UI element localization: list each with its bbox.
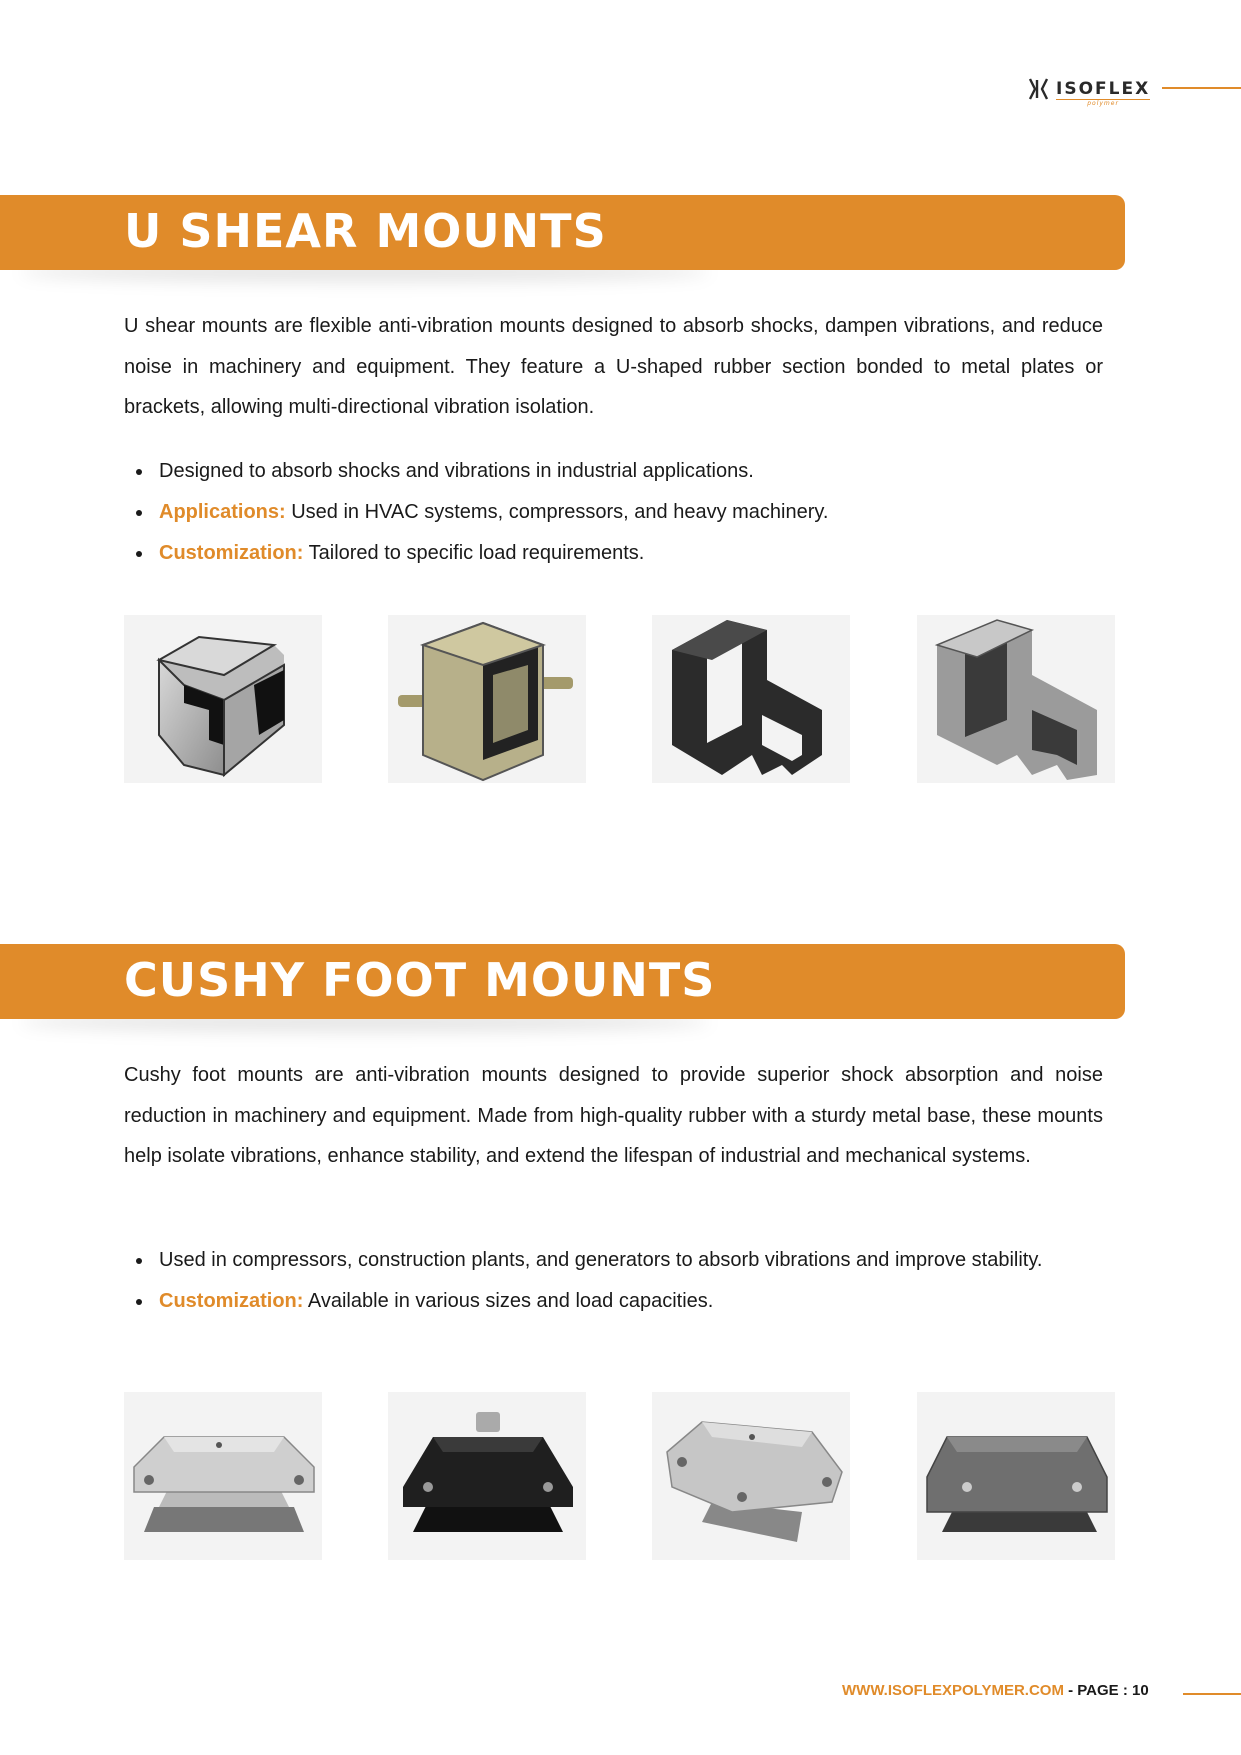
product-image-cushy-foot-4 (917, 1392, 1115, 1560)
bullet-label: Customization: (159, 1290, 304, 1312)
bullet-label: Applications: (159, 501, 286, 523)
bullet-text: Used in compressors, construction plants, and generators to absorb vibrations and improve stability. (159, 1249, 1043, 1271)
feature-list (124, 451, 1124, 574)
isoflex-logo-icon (1028, 77, 1050, 101)
section-title: U SHEAR MOUNTS (124, 204, 607, 258)
section-description: Cushy foot mounts are anti-vibration mounts designed to provide superior shock absorption and noise reduction in machinery and equipment. Made from high-quality rubber with a sturdy metal base, these mounts help isolate vibrations, enhance stability, and extend the lifespan of industrial and mechanical systems. (124, 1064, 1103, 1167)
list-item (124, 451, 1124, 492)
section-description: U shear mounts are flexible anti-vibration mounts designed to absorb shocks, dampen vibrations, and reduce noise in machinery and equipment. They feature a U-shaped rubber section bonded to metal plates or brackets, allowing multi-directional vibration isolation. (124, 315, 1103, 418)
section-banner-u-shear (0, 195, 1125, 270)
brand-logo (1028, 74, 1151, 107)
list-item (124, 1281, 1124, 1322)
product-image-u-shear-4 (917, 615, 1115, 783)
feature-list (124, 1240, 1124, 1322)
section-banner-cushy-foot (0, 944, 1125, 1019)
bullet-label: Customization: (159, 542, 304, 564)
bullet-text: Tailored to specific load requirements. (303, 542, 645, 564)
page-footer (842, 1682, 1149, 1699)
product-image-cushy-foot-2 (388, 1392, 586, 1560)
product-image-cushy-foot-3 (652, 1392, 850, 1560)
product-image-u-shear-1 (124, 615, 322, 783)
section-title: CUSHY FOOT MOUNTS (124, 953, 716, 1007)
product-image-u-shear-3 (652, 615, 850, 783)
brand-tagline: polymer (1056, 99, 1150, 107)
bullet-text: Designed to absorb shocks and vibrations in industrial applications. (159, 460, 754, 482)
product-image-cushy-foot-1 (124, 1392, 322, 1560)
list-item (124, 492, 1124, 533)
brand-name: ISOFLEX polymer (1056, 78, 1151, 107)
product-image-u-shear-2 (388, 615, 586, 783)
page-number: - PAGE : 10 (1063, 1682, 1149, 1699)
website-link[interactable]: WWW.ISOFLEXPOLYMER.COM (842, 1682, 1064, 1699)
list-item (124, 1240, 1124, 1281)
header-rule (1162, 87, 1241, 89)
bullet-text: Used in HVAC systems, compressors, and heavy machinery. (285, 501, 829, 523)
bullet-text: Available in various sizes and load capacities. (303, 1290, 714, 1312)
footer-rule (1183, 1693, 1241, 1695)
list-item (124, 533, 1124, 574)
